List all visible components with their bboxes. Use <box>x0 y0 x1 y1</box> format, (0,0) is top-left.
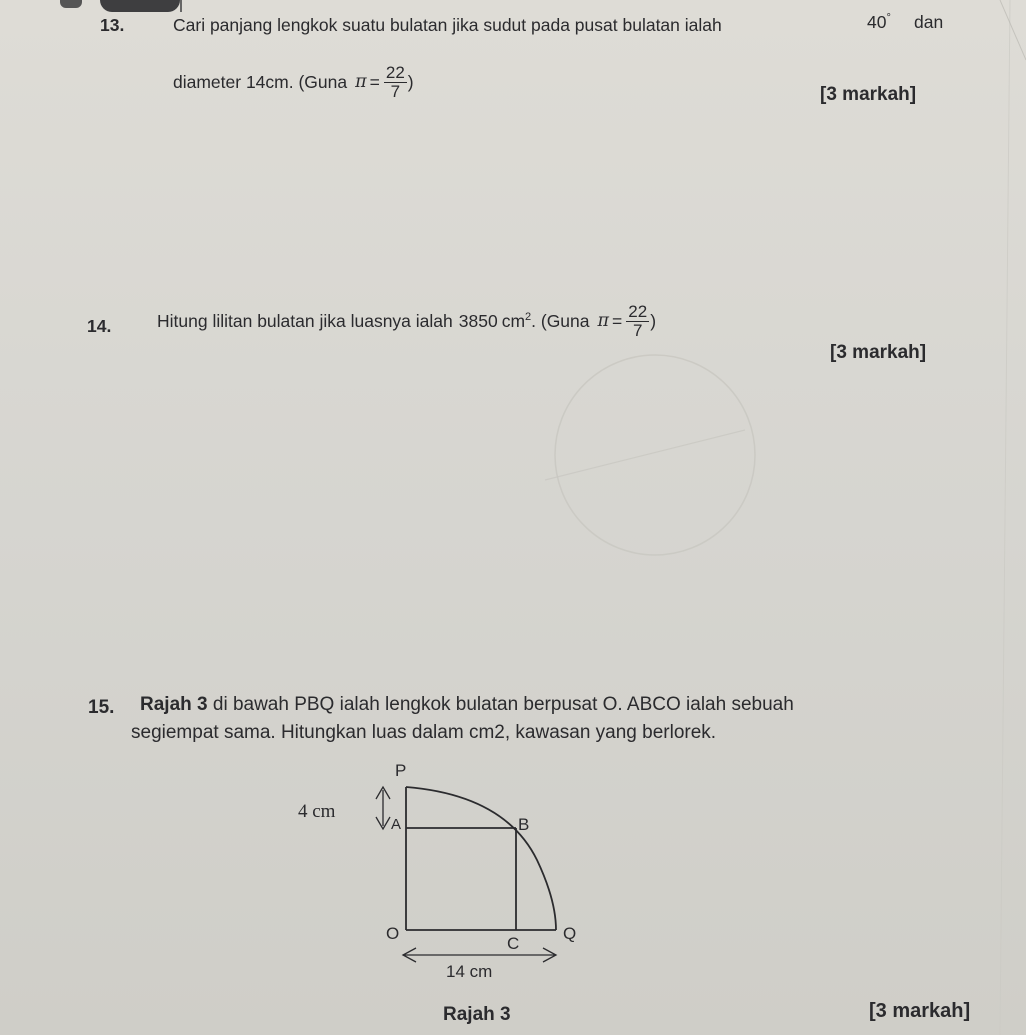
point-label-p: P <box>395 761 407 780</box>
dim-arrow-vertical-head-bottom <box>376 817 390 829</box>
angle-number: 40 <box>867 12 887 32</box>
pi-symbol: π <box>597 311 610 332</box>
marks-label: [3 markah] <box>830 342 927 363</box>
fraction-numerator: 22 <box>628 302 648 321</box>
dimension-label-vertical: 4 cm <box>298 801 336 822</box>
marks-label: [3 markah] <box>820 84 917 105</box>
fraction <box>626 303 649 340</box>
point-label-c: C <box>507 934 520 953</box>
equals-sign: = <box>369 71 380 92</box>
close-paren: ) <box>650 310 657 331</box>
line2-text: diameter 14cm. (Guna <box>173 71 348 92</box>
arc-pbq <box>406 787 556 930</box>
unit-text: cm <box>501 310 526 331</box>
dim-arrow-vertical-head-top <box>376 787 390 799</box>
point-label-o: O <box>386 924 400 943</box>
dim-arrow-horizontal-head-right <box>543 948 556 962</box>
fraction-denominator: 7 <box>390 81 401 101</box>
question-number: 14. <box>87 316 112 336</box>
page-fold-line <box>180 0 182 12</box>
question-text <box>157 303 656 340</box>
close-paren: ) <box>407 71 414 92</box>
area-unit <box>502 311 531 332</box>
question-text-line2: segiempat sama. Hitungkan luas dalam cm2, kawasan yang berlorek. <box>131 722 717 743</box>
question-number: 13. <box>100 15 125 35</box>
figure-caption: Rajah 3 <box>443 1004 511 1025</box>
fraction-denominator: 7 <box>632 320 643 340</box>
question-text-line2 <box>173 64 414 101</box>
dim-arrow-horizontal-head-left <box>403 948 416 962</box>
fraction <box>384 64 407 101</box>
dimension-label-horizontal: 14 cm <box>446 962 493 981</box>
line1-text: di bawah PBQ ialah lengkok bulatan berpusat O. ABCO ialah sebuah <box>212 694 794 715</box>
question-body: Hitung lilitan bulatan jika luasnya ialah <box>157 310 453 331</box>
figure-reference: Rajah 3 <box>140 694 208 715</box>
point-label-a: A <box>391 816 402 833</box>
after-unit-text: . (Guna <box>531 310 590 331</box>
area-value: 3850 <box>458 310 498 331</box>
question-number: 15. <box>88 697 115 718</box>
point-label-b: B <box>518 815 530 834</box>
top-edge-shadow <box>100 0 180 12</box>
unit-exponent: 2 <box>525 311 532 324</box>
question-text-line1-end: dan <box>914 12 944 32</box>
fraction-numerator: 22 <box>385 63 405 82</box>
degree-sign: ° <box>886 12 891 25</box>
point-label-q: Q <box>563 924 577 943</box>
angle-value <box>867 12 891 33</box>
top-edge-mark <box>60 0 82 8</box>
pi-symbol: π <box>355 72 367 93</box>
question-text-line1 <box>140 694 794 716</box>
question-text-line1: Cari panjang lengkok suatu bulatan jika sudut pada pusat bulatan ialah <box>173 15 722 35</box>
equals-sign: = <box>612 310 623 331</box>
marks-label: [3 markah] <box>869 1000 971 1022</box>
